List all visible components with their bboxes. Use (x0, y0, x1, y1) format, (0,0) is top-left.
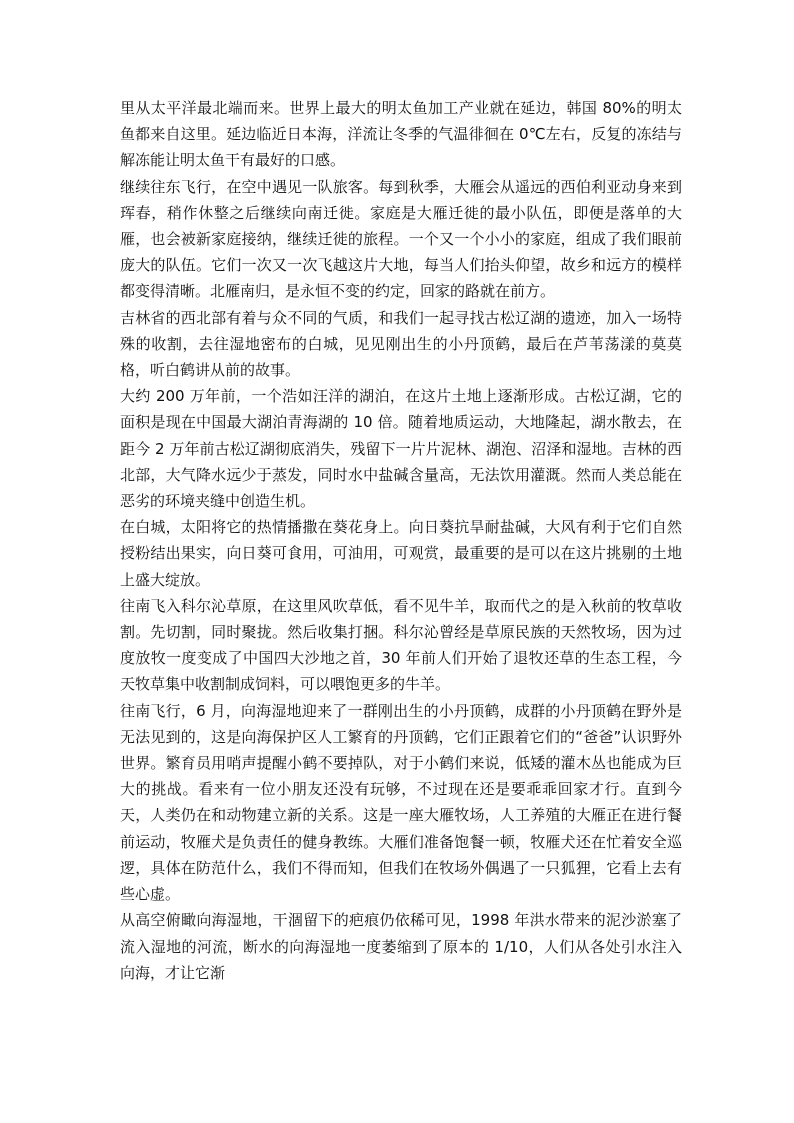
document-page (120, 95, 682, 986)
paragraph-pollock: 里从太平洋最北端而来。世界上最大的明太鱼加工产业就在延边，韩国 80%的明太鱼都来自这里。延边临近日本海，洋流让冬季的气温徘徊在 0℃左右，反复的冻结与解冻能让明太鱼干有最好的口感。 (120, 99, 682, 170)
paragraph-northwest-jilin: 吉林省的西北部有着与众不同的气质，和我们一起寻找古松辽湖的遗迹，加入一场特殊的收割，去往湿地密布的白城，见见刚出生的小丹顶鹤，最后在芦苇荡漾的莫莫格，听白鹤讲从前的故事。 (120, 308, 682, 380)
paragraph-xianghai-wetland: 从高空俯瞰向海湿地，干涸留下的疤痕仍依稀可见，1998 年洪水带来的泥沙淤塞了流入湿地的河流，断水的向海湿地一度萎缩到了原本的 1/10，人们从各处引水注入向海，才让它渐 (120, 911, 682, 982)
paragraph-red-crowned-cranes: 往南飞行，6 月，向海湿地迎来了一群刚出生的小丹顶鹤，成群的小丹顶鹤在野外是无法见到的，这是向海保护区人工繁育的丹顶鹤，它们正跟着它们的“爸爸”认识野外世界。繁育员用哨声提醒小鹤不要掉队，对于小鹤们来说，低矮的灌木丛也能成为巨大的挑战。看来有一位小朋友还没有玩够，不过现在还是要乖乖回家才行。直到今天，人类仍在和动物建立新的关系。这是一座大雁牧场，人工养殖的大雁正在进行餐前运动，牧雁犬是负责任的健身教练。大雁们准备饱餐一顿，牧雁犬还在忙着安全巡逻，具体在防范什么，我们不得而知，但我们在牧场外偶遇了一只狐狸，它看上去有些心虚。 (120, 701, 682, 904)
paragraph-ancient-lake: 大约 200 万年前，一个浩如汪洋的湖泊，在这片土地上逐渐形成。古松辽湖，它的面积是现在中国最大湖泊青海湖的 10 倍。随着地质运动，大地隆起，湖水散去，在距今 2 万年前古松辽湖彻底消失，残留下一片片泥林、湖泡、沼泽和湿地。吉林的西北部，大气降水远少于蒸发，同时水中盐碱含量高，无法饮用灌溉。然而人类总能在恶劣的环境夹缝中创造生机。 (120, 387, 682, 511)
paragraph-horqin-grassland: 往南飞入科尔沁草原，在这里风吹草低，看不见牛羊，取而代之的是入秋前的牧草收割。先切割，同时聚拢。然后收集打捆。科尔沁曾经是草原民族的天然牧场，因为过度放牧一度变成了中国四大沙地之首，30 年前人们开始了退牧还草的生态工程，今天牧草集中收割制成饲料，可以喂饱更多的牛羊。 (120, 596, 682, 694)
paragraph-sunflowers: 在白城，太阳将它的热情播撒在葵花身上。向日葵抗旱耐盐碱，大风有利于它们自然授粉结出果实，向日葵可食用，可油用，可观赏，最重要的是可以在这片挑剔的土地上盛大绽放。 (120, 518, 682, 589)
paragraph-geese: 继续往东飞行，在空中遇见一队旅客。每到秋季，大雁会从遥远的西伯利亚动身来到珲春，稍作休整之后继续向南迁徙。家庭是大雁迁徙的最小队伍，即便是落单的大雁，也会被新家庭接纳，继续迁徙的旅程。一个又一个小小的家庭，组成了我们眼前庞大的队伍。它们一次又一次飞越这片大地，每当人们抬头仰望，故乡和远方的模样都变得清晰。北雁南归，是永恒不变的约定，回家的路就在前方。 (120, 177, 682, 301)
